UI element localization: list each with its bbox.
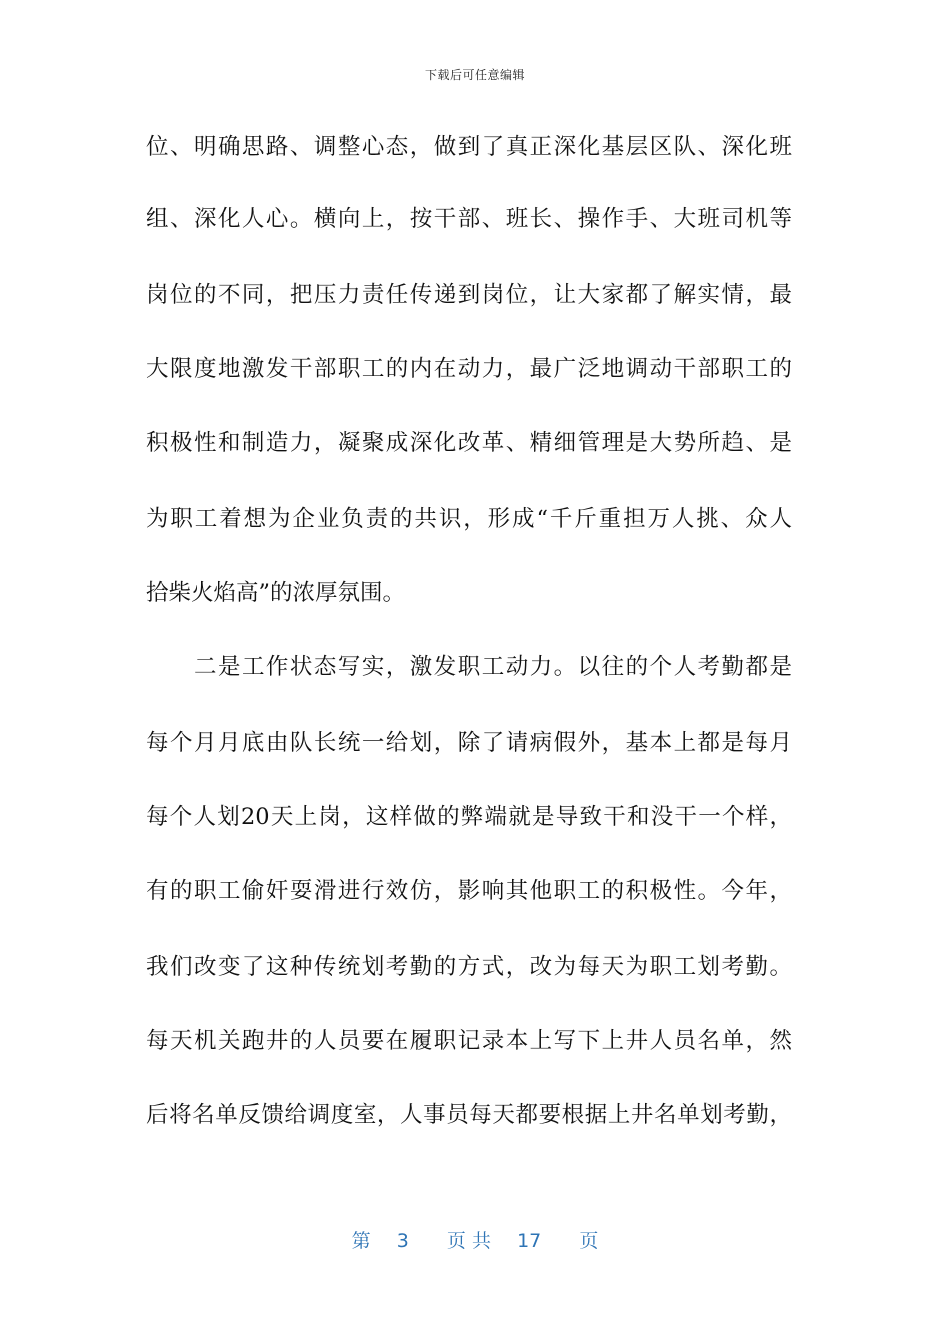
paragraph-line: 组、深化人心。横向上，按干部、班长、操作手、大班司机等: [146, 206, 792, 232]
paragraph-line: 二是工作状态写实，激发职工动力。以往的个人考勤都是: [194, 654, 792, 680]
paragraph-line: 大限度地激发干部职工的内在动力，最广泛地调动干部职工的: [146, 356, 792, 382]
paragraph-line: 每个月月底由队长统一给划，除了请病假外，基本上都是每月: [146, 730, 792, 756]
paragraph-line: 后将名单反馈给调度室，人事员每天都要根据上井名单划考勤，: [146, 1102, 792, 1128]
page-header: 下载后可任意编辑: [424, 68, 525, 82]
paragraph-line: 拾柴火焰高”的浓厚氛围。: [146, 580, 406, 606]
current-page-number: 3: [396, 1230, 409, 1252]
footer-suffix: 页: [579, 1230, 599, 1252]
paragraph-line: 积极性和制造力，凝聚成深化改革、精细管理是大势所趋、是: [146, 430, 792, 456]
paragraph-line: 有的职工偷奸耍滑进行效仿，影响其他职工的积极性。今年，: [146, 878, 792, 904]
total-pages-number: 17: [517, 1230, 542, 1252]
paragraph-line: 为职工着想为企业负责的共识，形成“千斤重担万人挑、众人: [146, 506, 792, 532]
paragraph-line: 位、明确思路、调整心态，做到了真正深化基层区队、深化班: [146, 134, 792, 160]
page-footer: [0, 1226, 950, 1253]
paragraph-line: 岗位的不同，把压力责任传递到岗位，让大家都了解实情，最: [146, 282, 792, 308]
paragraph-line: 每天机关跑井的人员要在履职记录本上写下上井人员名单，然: [146, 1028, 792, 1054]
paragraph-line: 我们改变了这种传统划考勤的方式，改为每天为职工划考勤。: [146, 954, 792, 980]
footer-middle: 页 共: [446, 1230, 491, 1252]
paragraph-line: 每个人划20天上岗，这样做的弊端就是导致干和没干一个样，: [146, 804, 792, 830]
footer-prefix: 第: [351, 1230, 371, 1252]
